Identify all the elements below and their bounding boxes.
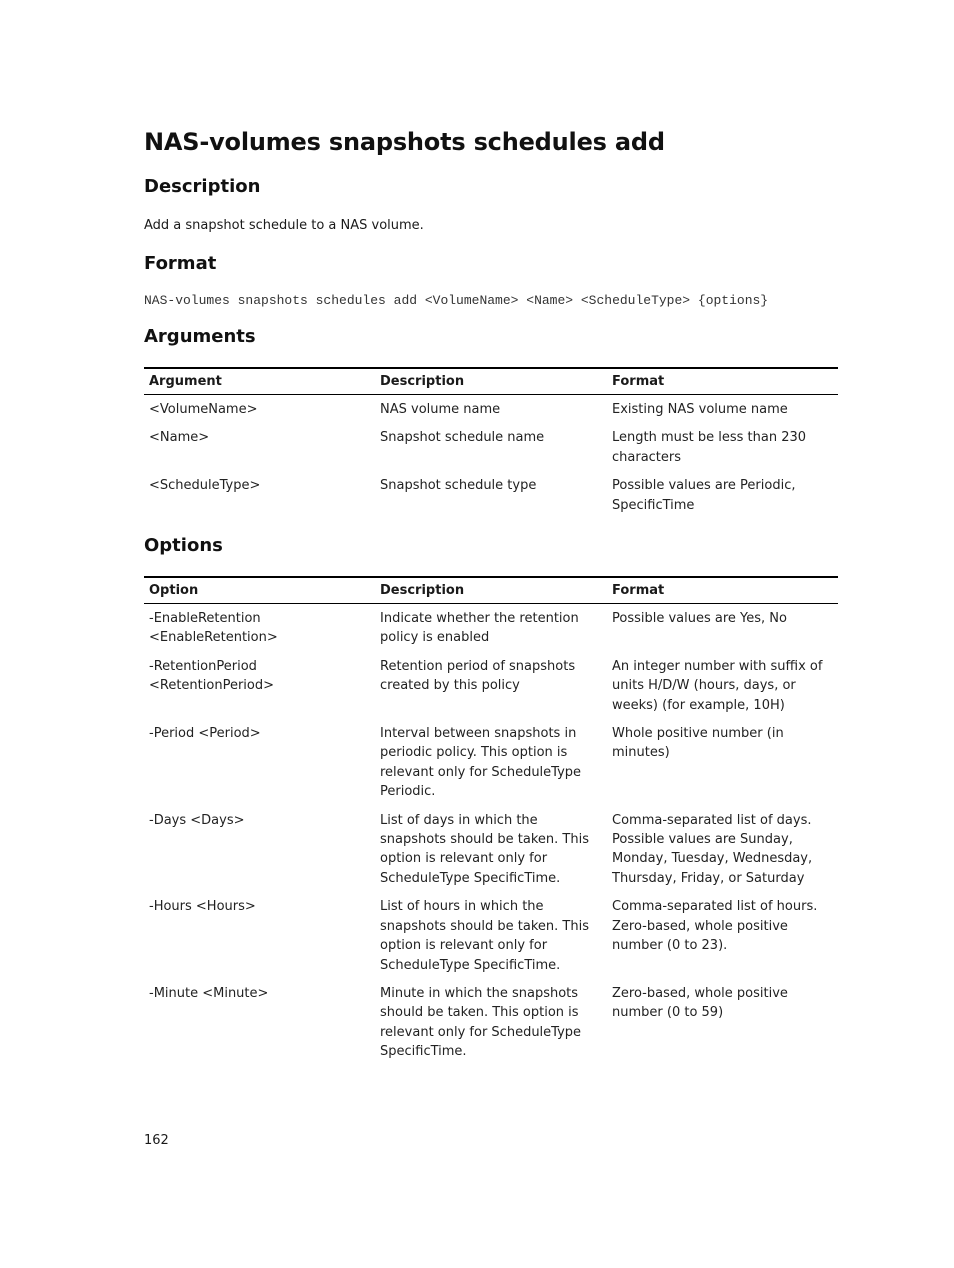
table-row — [144, 892, 838, 979]
format-heading: Format — [144, 253, 217, 274]
option-format: Possible values are Yes, No — [612, 611, 787, 626]
argument-description: NAS volume name — [380, 402, 501, 417]
description-heading: Description — [144, 176, 261, 197]
description-text: Add a snapshot schedule to a NAS volume. — [144, 218, 424, 233]
table-row — [144, 652, 838, 719]
argument-format: Possible values are Periodic, SpecificTime — [612, 478, 796, 513]
column-header-description: Description — [375, 577, 607, 604]
arguments-header-row — [144, 368, 838, 395]
arguments-table — [144, 367, 838, 519]
argument-name: <ScheduleType> — [149, 478, 261, 494]
table-row — [144, 395, 838, 424]
format-code: NAS-volumes snapshots schedules add <VolumeName> <Name> <ScheduleType> {options} — [144, 293, 769, 308]
option-name: -Period <Period> — [149, 726, 261, 742]
option-description: Minute in which the snapshots should be taken. This option is relevant only for ScheduleType SpecificTime. — [380, 985, 582, 1060]
column-header-format: Format — [607, 577, 838, 604]
page-title: NAS-volumes snapshots schedules add — [144, 128, 665, 156]
option-name: -Minute <Minute> — [149, 985, 269, 1001]
column-header-option: Option — [144, 577, 375, 604]
option-description: List of hours in which the snapshots should be taken. This option is relevant only for ScheduleType SpecificTime. — [380, 899, 589, 973]
table-row — [144, 979, 838, 1066]
table-row — [144, 423, 838, 471]
table-row — [144, 806, 838, 893]
option-format: Comma-separated list of hours. Zero-based, whole positive number (0 to 23). — [612, 899, 818, 954]
option-format: An integer number with suffix of units H/D/W (hours, days, or weeks) (for example, 10H) — [612, 658, 823, 713]
argument-format: Length must be less than 230 characters — [612, 430, 807, 465]
option-format: Zero-based, whole positive number (0 to 59) — [612, 985, 788, 1021]
options-heading: Options — [144, 535, 223, 556]
table-row — [144, 719, 838, 806]
option-name: -Days <Days> — [149, 812, 245, 828]
option-name: -EnableRetention <EnableRetention> — [149, 611, 278, 646]
column-header-format: Format — [607, 368, 838, 395]
option-format: Whole positive number (in minutes) — [612, 726, 784, 761]
argument-name: <Name> — [149, 430, 210, 446]
option-name: -Hours <Hours> — [149, 899, 256, 915]
option-description: List of days in which the snapshots should be taken. This option is relevant only for ScheduleType SpecificTime. — [380, 812, 589, 886]
table-row — [144, 471, 838, 519]
column-header-description: Description — [375, 368, 607, 395]
column-header-argument: Argument — [144, 368, 375, 395]
option-format: Comma-separated list of days. Possible values are Sunday, Monday, Tuesday, Wednesday, Thursday, Friday, or Saturday — [612, 812, 813, 886]
option-description: Interval between snapshots in periodic policy. This option is relevant only for ScheduleType Periodic. — [380, 726, 582, 800]
option-description: Indicate whether the retention policy is enabled — [380, 611, 579, 646]
page-number: 162 — [144, 1133, 169, 1148]
argument-format: Existing NAS volume name — [612, 402, 788, 417]
arguments-heading: Arguments — [144, 326, 256, 347]
options-header-row — [144, 577, 838, 604]
option-description: Retention period of snapshots created by this policy — [380, 658, 576, 694]
option-name: -RetentionPeriod <RetentionPeriod> — [149, 658, 275, 694]
argument-name: <VolumeName> — [149, 402, 258, 417]
options-table — [144, 576, 838, 1066]
argument-description: Snapshot schedule name — [380, 430, 545, 446]
argument-description: Snapshot schedule type — [380, 478, 537, 494]
table-row — [144, 604, 838, 652]
